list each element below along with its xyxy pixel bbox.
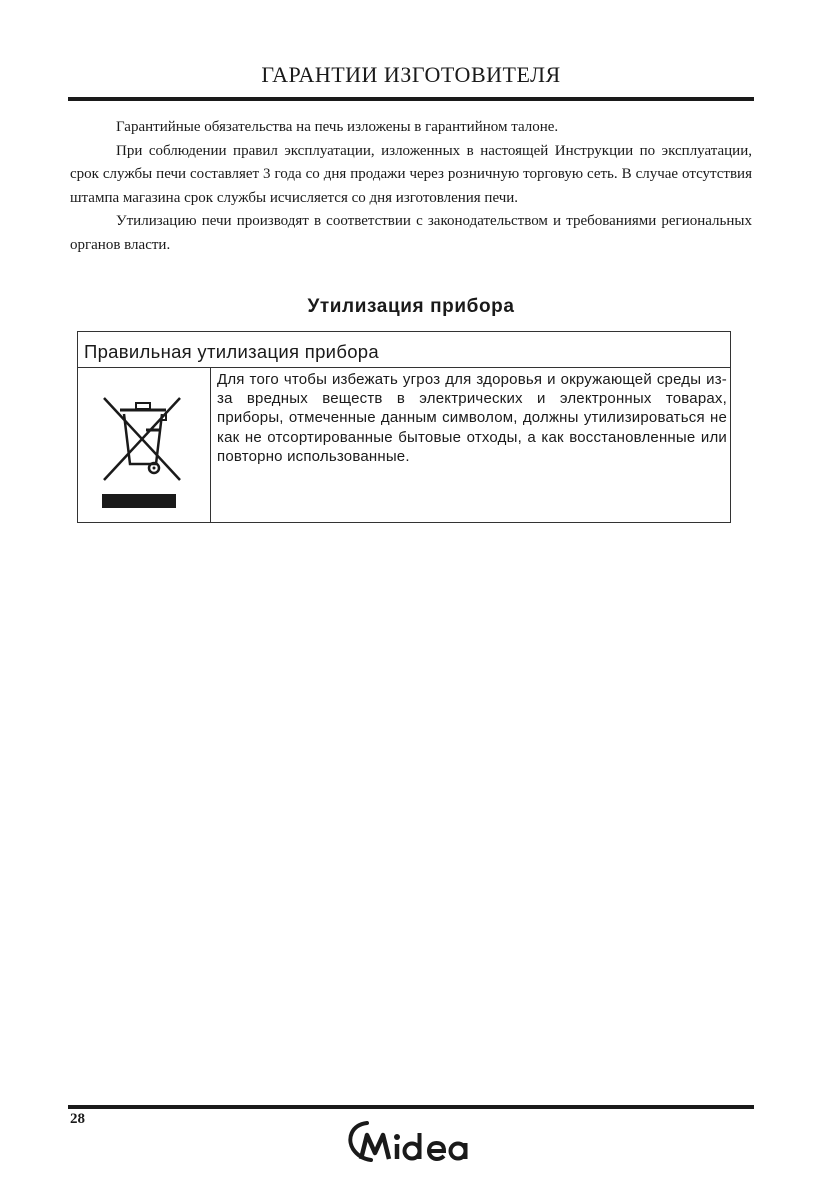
paragraph: Утилизацию печи производят в соответствии с законодательством и требованиями региональных органов власти. [70,213,752,253]
paragraph: При соблюдении правил эксплуатации, изложенных в настоящей Инструкции по эксплуатации, срок службы печи составляет 3 года со дня продажи через розничную торговую сеть. В случае отсутствия штампа магазина срок службы исчисляется со дня изготовления печи. [70,142,752,206]
page-number: 28 [70,1111,85,1127]
disposal-instructions: Для того чтобы избежать угроз для здоровья и окружающей среды из-за вредных веществ в электрических и электронных товарах, приборы, отмеченные данным символом, должны утилизироваться не как не отсортированные бытовые отходы, а как восстановленные или повторно использованные. [217,371,727,465]
midea-logo [345,1117,475,1167]
disposal-notice-table [77,331,731,523]
page-title: ГАРАНТИИ ИЗГОТОВИТЕЛЯ [261,62,561,87]
title-divider [68,97,754,101]
warranty-text [70,116,752,257]
notice-title: Правильная утилизация прибора [78,332,730,368]
paragraph: Гарантийные обязательства на печь изложены в гарантийном талоне. [116,119,559,135]
section-heading: Утилизация прибора [307,296,515,317]
footer-divider [68,1105,754,1109]
symbol-cell [78,368,211,522]
crossed-out-wheelie-bin-icon [96,378,192,510]
